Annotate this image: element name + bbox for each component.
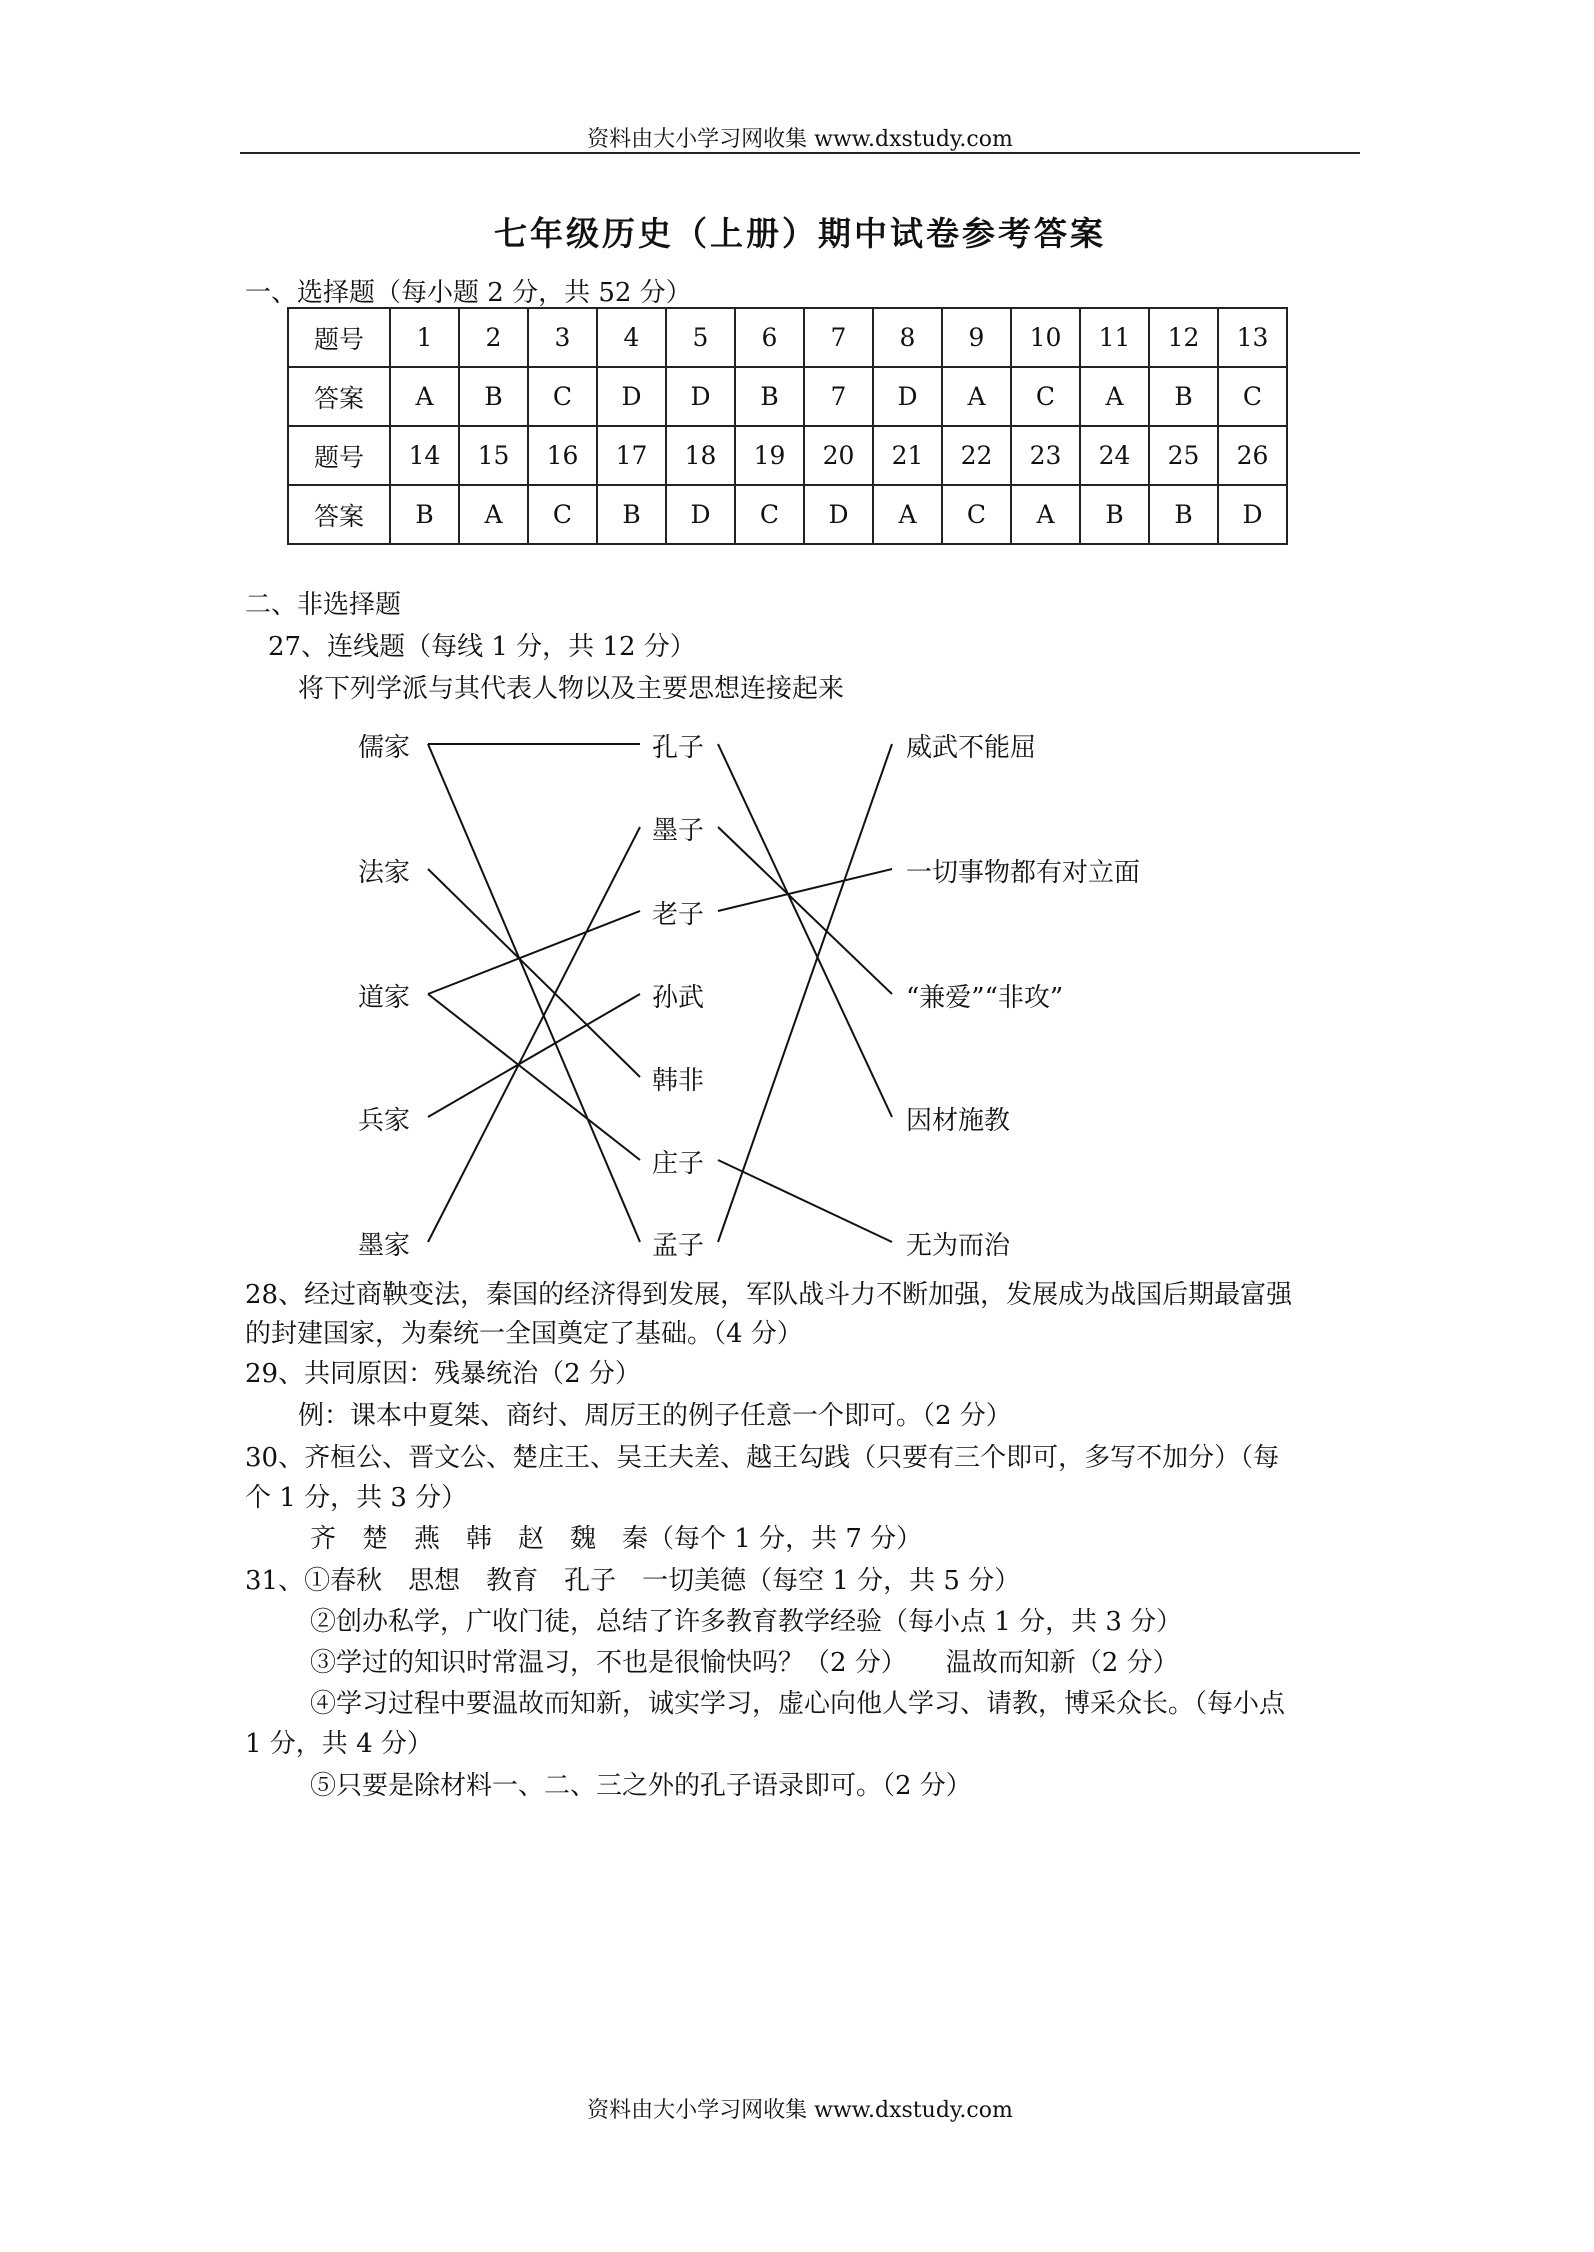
school-person-link — [428, 911, 640, 994]
question-number-cell: 24 — [1080, 426, 1149, 485]
answer-cell: C — [528, 367, 597, 426]
person-label: 孙武 — [652, 983, 705, 1013]
person-idea-link — [718, 827, 892, 994]
answer-cell: D — [597, 367, 666, 426]
answer-cell: A — [459, 485, 528, 544]
answer-cell: C — [1011, 367, 1080, 426]
question-number-cell: 26 — [1218, 426, 1287, 485]
answer-cell: D — [804, 485, 873, 544]
person-label: 庄子 — [652, 1149, 705, 1179]
q30-line-2: 个 1 分，共 3 分） — [245, 1483, 468, 1513]
school-label: 墨家 — [358, 1231, 411, 1261]
question-number-cell: 13 — [1218, 308, 1287, 367]
answer-cell: B — [735, 367, 804, 426]
school-label: 法家 — [358, 858, 411, 888]
idea-label: 一切事物都有对立面 — [906, 858, 1141, 888]
answer-cell: B — [459, 367, 528, 426]
answer-label: 答案 — [288, 367, 390, 426]
question-number-label: 题号 — [288, 308, 390, 367]
question-number-cell: 18 — [666, 426, 735, 485]
question-number-cell: 4 — [597, 308, 666, 367]
question-number-cell: 5 — [666, 308, 735, 367]
question-number-cell: 12 — [1149, 308, 1218, 367]
answer-cell: B — [1149, 485, 1218, 544]
q28-line-1: 28、经过商鞅变法，秦国的经济得到发展，军队战斗力不断加强，发展成为战国后期最富强 — [245, 1280, 1293, 1310]
question-number-cell: 1 — [390, 308, 459, 367]
answer-cell: B — [390, 485, 459, 544]
person-label: 墨子 — [652, 816, 705, 846]
question-number-cell: 20 — [804, 426, 873, 485]
answer-cell: A — [1011, 485, 1080, 544]
person-idea-link — [718, 744, 892, 1242]
idea-label: 无为而治 — [906, 1231, 1011, 1261]
school-label: 儒家 — [358, 733, 411, 763]
question-number-cell: 22 — [942, 426, 1011, 485]
answer-cell: A — [873, 485, 942, 544]
person-idea-link — [718, 869, 892, 911]
q30-line-3: 齐 楚 燕 韩 赵 魏 秦（每个 1 分，共 7 分） — [310, 1524, 923, 1554]
q31-line-3: ③学过的知识时常温习，不也是很愉快吗？（2 分） 温故而知新（2 分） — [310, 1648, 1179, 1678]
school-label: 道家 — [358, 983, 411, 1013]
answer-cell: B — [1149, 367, 1218, 426]
question-number-label: 题号 — [288, 426, 390, 485]
answer-cell: D — [1218, 485, 1287, 544]
q31-line-5: 1 分，共 4 分） — [245, 1729, 433, 1759]
question-number-cell: 16 — [528, 426, 597, 485]
question-number-cell: 19 — [735, 426, 804, 485]
question-number-cell: 8 — [873, 308, 942, 367]
answer-cell: C — [942, 485, 1011, 544]
q27-heading: 27、连线题（每线 1 分，共 12 分） — [268, 632, 696, 662]
question-number-cell: 10 — [1011, 308, 1080, 367]
question-number-cell: 6 — [735, 308, 804, 367]
person-label: 孟子 — [652, 1231, 705, 1261]
q30-line-1: 30、齐桓公、晋文公、楚庄王、吴王夫差、越王勾践（只要有三个即可，多写不加分）（每 — [245, 1443, 1280, 1473]
idea-label: “兼爱”“非攻” — [906, 983, 1064, 1013]
school-person-link — [428, 827, 640, 1242]
question-number-cell: 11 — [1080, 308, 1149, 367]
page-header: 资料由大小学习网收集 www.dxstudy.com — [587, 127, 1013, 152]
question-number-cell: 3 — [528, 308, 597, 367]
answer-cell: B — [597, 485, 666, 544]
school-person-link — [428, 994, 640, 1117]
q29-line-2: 例：课本中夏桀、商纣、周厉王的例子任意一个即可。（2 分） — [298, 1401, 1012, 1431]
section1-heading: 一、选择题（每小题 2 分，共 52 分） — [245, 278, 692, 308]
question-number-cell: 2 — [459, 308, 528, 367]
answer-cell: A — [942, 367, 1011, 426]
q29-line-1: 29、共同原因：残暴统治（2 分） — [245, 1359, 641, 1389]
q28-line-2: 的封建国家，为秦统一全国奠定了基础。（4 分） — [245, 1319, 803, 1349]
q31-line-1: 31、①春秋 思想 教育 孔子 一切美德（每空 1 分，共 5 分） — [245, 1566, 1021, 1596]
section2-heading: 二、非选择题 — [245, 590, 402, 620]
answer-label: 答案 — [288, 485, 390, 544]
answer-cell: D — [666, 367, 735, 426]
q27-instruction: 将下列学派与其代表人物以及主要思想连接起来 — [298, 674, 845, 704]
school-person-link — [428, 994, 640, 1160]
question-number-cell: 7 — [804, 308, 873, 367]
q31-line-4: ④学习过程中要温故而知新，诚实学习，虚心向他人学习、请教，博采众长。（每小点 — [310, 1689, 1286, 1719]
person-label: 韩非 — [652, 1066, 705, 1096]
question-number-cell: 25 — [1149, 426, 1218, 485]
person-idea-link — [718, 1160, 892, 1242]
idea-label: 威武不能屈 — [906, 733, 1037, 763]
question-number-cell: 15 — [459, 426, 528, 485]
answer-cell: C — [1218, 367, 1287, 426]
q31-line-6: ⑤只要是除材料一、二、三之外的孔子语录即可。（2 分） — [310, 1771, 972, 1801]
answer-cell: D — [666, 485, 735, 544]
answer-cell: A — [1080, 367, 1149, 426]
page-title: 七年级历史（上册）期中试卷参考答案 — [494, 214, 1106, 253]
school-person-link — [428, 744, 640, 1242]
answer-cell: B — [1080, 485, 1149, 544]
question-number-cell: 17 — [597, 426, 666, 485]
q31-line-2: ②创办私学，广收门徒，总结了许多教育教学经验（每小点 1 分，共 3 分） — [310, 1607, 1183, 1637]
question-number-cell: 9 — [942, 308, 1011, 367]
school-label: 兵家 — [358, 1106, 411, 1136]
person-label: 孔子 — [652, 733, 705, 763]
page-footer: 资料由大小学习网收集 www.dxstudy.com — [587, 2098, 1013, 2123]
question-number-cell: 21 — [873, 426, 942, 485]
answer-cell: 7 — [804, 367, 873, 426]
person-label: 老子 — [652, 900, 705, 930]
question-number-cell: 14 — [390, 426, 459, 485]
person-idea-link — [718, 744, 892, 1117]
answer-cell: C — [735, 485, 804, 544]
idea-label: 因材施教 — [906, 1106, 1011, 1136]
answer-cell: A — [390, 367, 459, 426]
school-person-link — [428, 869, 640, 1077]
question-number-cell: 23 — [1011, 426, 1080, 485]
answer-cell: C — [528, 485, 597, 544]
answer-cell: D — [873, 367, 942, 426]
